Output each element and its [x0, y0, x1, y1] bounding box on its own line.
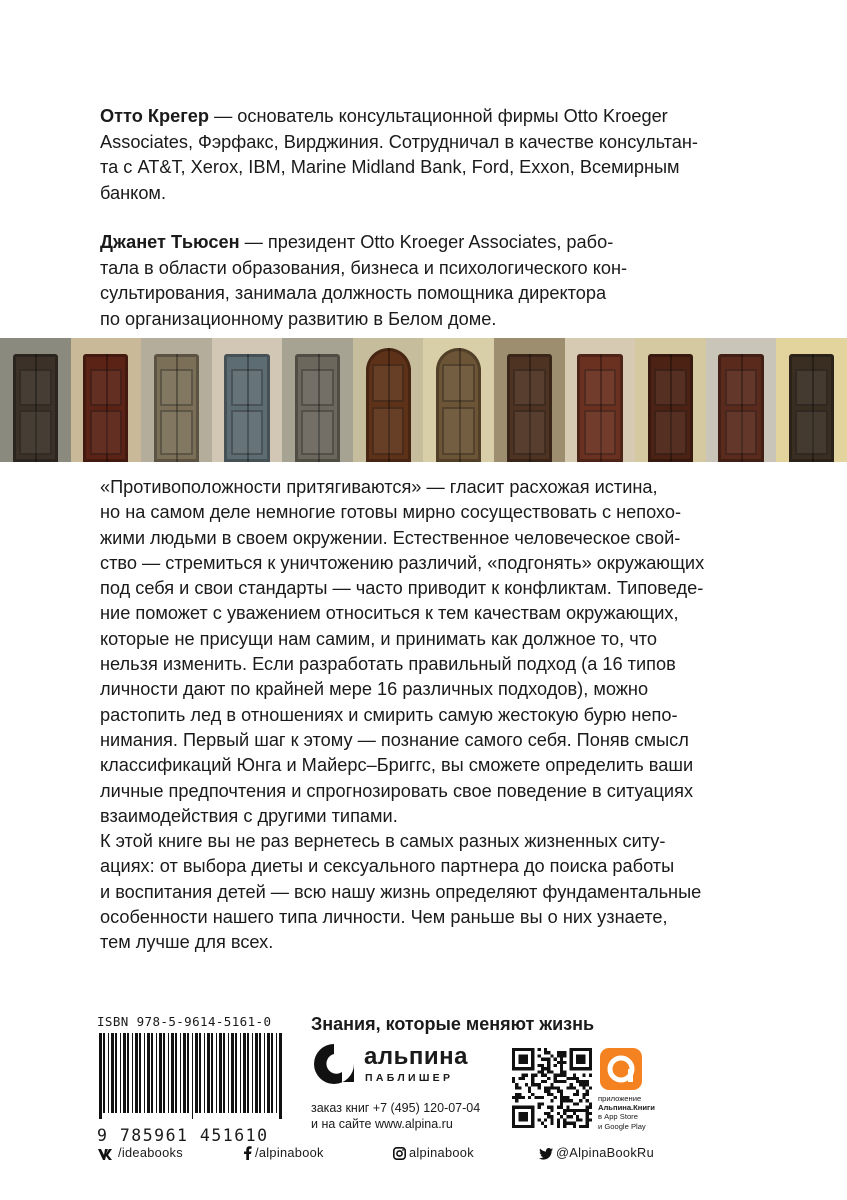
barcode-bar: [139, 1033, 141, 1113]
order-phone: заказ книг +7 (495) 120-07-04: [311, 1101, 481, 1115]
barcode-bar: [163, 1033, 165, 1113]
door-shape: [507, 354, 552, 462]
annotation-line: но на самом деле немногие готовы мирно сосуществовать с непохо-: [100, 502, 682, 523]
annotation-line: личности дают по крайней мере 16 различных подходов), можно: [100, 679, 649, 700]
barcode-bar: [120, 1033, 121, 1113]
annotation-line: «Противоположности притягиваются» — гласит расхожая истина,: [100, 477, 658, 497]
barcode: [97, 1033, 287, 1119]
door-shape: [366, 348, 411, 462]
door-photo: [565, 338, 636, 462]
barcode-bar: [123, 1033, 126, 1113]
barcode-bar: [192, 1033, 193, 1119]
door-split: [318, 354, 320, 462]
barcode-bar: [255, 1033, 258, 1113]
door-shape: [718, 354, 763, 462]
door-split: [459, 348, 461, 462]
alpina-logo-icon: [312, 1042, 356, 1086]
annotation-line: классификаций Юнга и Майерс–Бриггс, вы сможете определить ваши: [100, 755, 694, 776]
isbn-digits: 9 785961 451610: [97, 1126, 269, 1145]
annotation-line: тем лучше для всех.: [100, 932, 274, 953]
barcode-bar: [187, 1033, 189, 1113]
door-split: [670, 354, 672, 462]
barcode-bar: [259, 1033, 261, 1113]
door-split: [600, 354, 602, 462]
barcode-bar: [276, 1033, 277, 1113]
annotation-line: личные предпочтения и спрогнозировать свое поведение в ситуациях: [100, 780, 694, 801]
bio-line: по организационному развитию в Белом доме.: [100, 308, 497, 329]
door-photo: [282, 338, 353, 462]
bio-line: сультирования, занимала должность помощника директора: [100, 283, 607, 303]
door-split: [35, 354, 37, 462]
publisher-sub: ПАБЛИШЕР: [365, 1072, 454, 1084]
social-facebook[interactable]: /alpinabook: [243, 1145, 324, 1160]
door-photo: [212, 338, 283, 462]
door-shape: [83, 354, 128, 462]
social-vk[interactable]: /ideabooks: [97, 1145, 183, 1160]
door-split: [812, 354, 814, 462]
barcode-bar: [247, 1033, 249, 1113]
instagram-icon: [393, 1147, 406, 1160]
alpina-app-icon: [600, 1048, 642, 1090]
barcode-bar: [175, 1033, 177, 1113]
barcode-bar: [216, 1033, 217, 1113]
barcode-bar: [168, 1033, 169, 1113]
barcode-bar: [279, 1033, 282, 1119]
social-twitter[interactable]: @AlpinaBookRu: [539, 1145, 654, 1160]
social-instagram[interactable]: alpinabook: [393, 1145, 474, 1160]
barcode-bar: [228, 1033, 229, 1113]
author-bio-kroeger: [100, 104, 760, 206]
barcode-bar: [223, 1033, 225, 1113]
publisher-name: альпина: [364, 1043, 468, 1070]
annotation-line: взаимодействия с другими типами.: [100, 805, 398, 826]
bio-line: Associates, Фэрфакс, Вирджиния. Сотрудничал в качестве консультан-: [100, 131, 698, 152]
publisher-logo: [312, 1042, 502, 1088]
barcode-bar: [199, 1033, 201, 1113]
door-shape: [577, 354, 622, 462]
barcode-bar: [219, 1033, 222, 1113]
publisher-slogan: Знания, которые меняют жизнь: [311, 1014, 595, 1034]
door-shape: [13, 354, 58, 462]
annotation-line: которые не присущи нам самим, и принимать как должное то, что: [100, 628, 657, 649]
app-caption: приложение Альпина.Книги в App Store и Google Play: [598, 1094, 655, 1131]
door-photo: [706, 338, 777, 462]
door-shape: [436, 348, 481, 462]
twitter-icon: [539, 1148, 553, 1160]
door-photo: [353, 338, 424, 462]
barcode-bar: [264, 1033, 265, 1113]
social-links: [97, 1145, 747, 1163]
barcode-bar: [195, 1033, 198, 1113]
door-shape: [789, 354, 834, 462]
door-shape: [224, 354, 269, 462]
barcode-bar: [156, 1033, 157, 1113]
door-shape: [154, 354, 199, 462]
app-icon: [600, 1048, 642, 1090]
barcode-bar: [267, 1033, 270, 1113]
barcode-bar: [103, 1033, 105, 1113]
annotation-line: и воспитания детей — всю нашу жизнь определяют фундаментальные: [100, 881, 702, 902]
door-split: [388, 348, 390, 462]
annotation-line: ние поможет с уважением относиться к тем качествам окружающих,: [100, 603, 679, 624]
barcode-bar: [135, 1033, 138, 1113]
order-site: и на сайте www.alpina.ru: [311, 1117, 453, 1131]
bio-line: Джанет Тьюсен — президент Otto Kroeger Associates, рабо-: [100, 232, 614, 252]
barcode-bar: [252, 1033, 253, 1113]
door-split: [529, 354, 531, 462]
door-photo: [71, 338, 142, 462]
barcode-bar: [111, 1033, 114, 1113]
annotation-line: особенности нашего типа личности. Чем раньше вы о них узнаете,: [100, 907, 668, 928]
annotation-line: ство — стремиться к уничтожению различий, «подгонять» окружающих: [100, 552, 705, 573]
author-name: Отто Крегер: [100, 106, 210, 126]
barcode-bar: [127, 1033, 129, 1113]
author-name: Джанет Тьюсен: [100, 232, 240, 252]
door-split: [247, 354, 249, 462]
barcode-bar: [207, 1033, 210, 1113]
bio-line: тала в области образования, бизнеса и психологического кон-: [100, 257, 628, 278]
author-bio-thuesen: [100, 230, 760, 332]
door-photo: [423, 338, 494, 462]
barcode-bar: [147, 1033, 150, 1113]
door-shape: [648, 354, 693, 462]
door-split: [176, 354, 178, 462]
bio-line: банком.: [100, 182, 166, 203]
qr-code-icon: [512, 1048, 592, 1128]
door-split: [106, 354, 108, 462]
annotation-line: под себя и свои стандарты — часто приводит к конфликтам. Типоведе-: [100, 578, 704, 599]
bio-line: Отто Крегер — основатель консультационной фирмы Otto Kroeger: [100, 106, 668, 126]
barcode-bar: [180, 1033, 181, 1113]
bio-line: та с AT&T, Xerox, IBM, Marine Midland Bank, Ford, Exxon, Всемирным: [100, 157, 680, 177]
annotation-line: нимания. Первый шаг к этому — познание самого себя. Поняв смысл: [100, 729, 689, 750]
barcode-bar: [183, 1033, 186, 1113]
annotation-line: К этой книге вы не раз вернетесь в самых разных жизненных ситу-: [100, 831, 666, 852]
book-annotation: [100, 475, 765, 956]
annotation-line: растопить лед в отношениях и смирить самую жестокую бурю непо-: [100, 704, 678, 725]
barcode-bar: [108, 1033, 109, 1113]
isbn-block: [97, 1014, 293, 1145]
isbn-label: ISBN 978-5-9614-5161-0: [97, 1014, 272, 1029]
doors-photo-strip: [0, 338, 847, 462]
barcode-bar: [151, 1033, 153, 1113]
barcode-bar: [99, 1033, 102, 1119]
barcode-bar: [271, 1033, 273, 1113]
barcode-bar: [243, 1033, 246, 1113]
vk-icon: [97, 1148, 115, 1160]
door-photo: [141, 338, 212, 462]
barcode-bar: [132, 1033, 133, 1113]
annotation-line: ациях: от выбора диеты и сексуального партнера до поиска работы: [100, 856, 675, 877]
barcode-bar: [115, 1033, 117, 1113]
door-photo: [494, 338, 565, 462]
barcode-bar: [204, 1033, 205, 1113]
barcode-bar: [240, 1033, 241, 1113]
barcode-bar: [159, 1033, 162, 1113]
facebook-icon: [243, 1146, 252, 1160]
door-photo: [0, 338, 71, 462]
door-shape: [295, 354, 340, 462]
barcode-bar: [211, 1033, 213, 1113]
order-info: [311, 1100, 480, 1132]
barcode-bar: [235, 1033, 237, 1113]
barcode-bar: [144, 1033, 145, 1113]
annotation-line: нельзя изменить. Если разработать правильный подход (а 16 типов: [100, 654, 676, 675]
door-split: [741, 354, 743, 462]
barcode-bar: [231, 1033, 234, 1113]
door-photo: [635, 338, 706, 462]
annotation-line: жими людьми в своем окружении. Естественное человеческое свой-: [100, 527, 681, 548]
door-photo: [776, 338, 847, 462]
barcode-bar: [171, 1033, 174, 1113]
